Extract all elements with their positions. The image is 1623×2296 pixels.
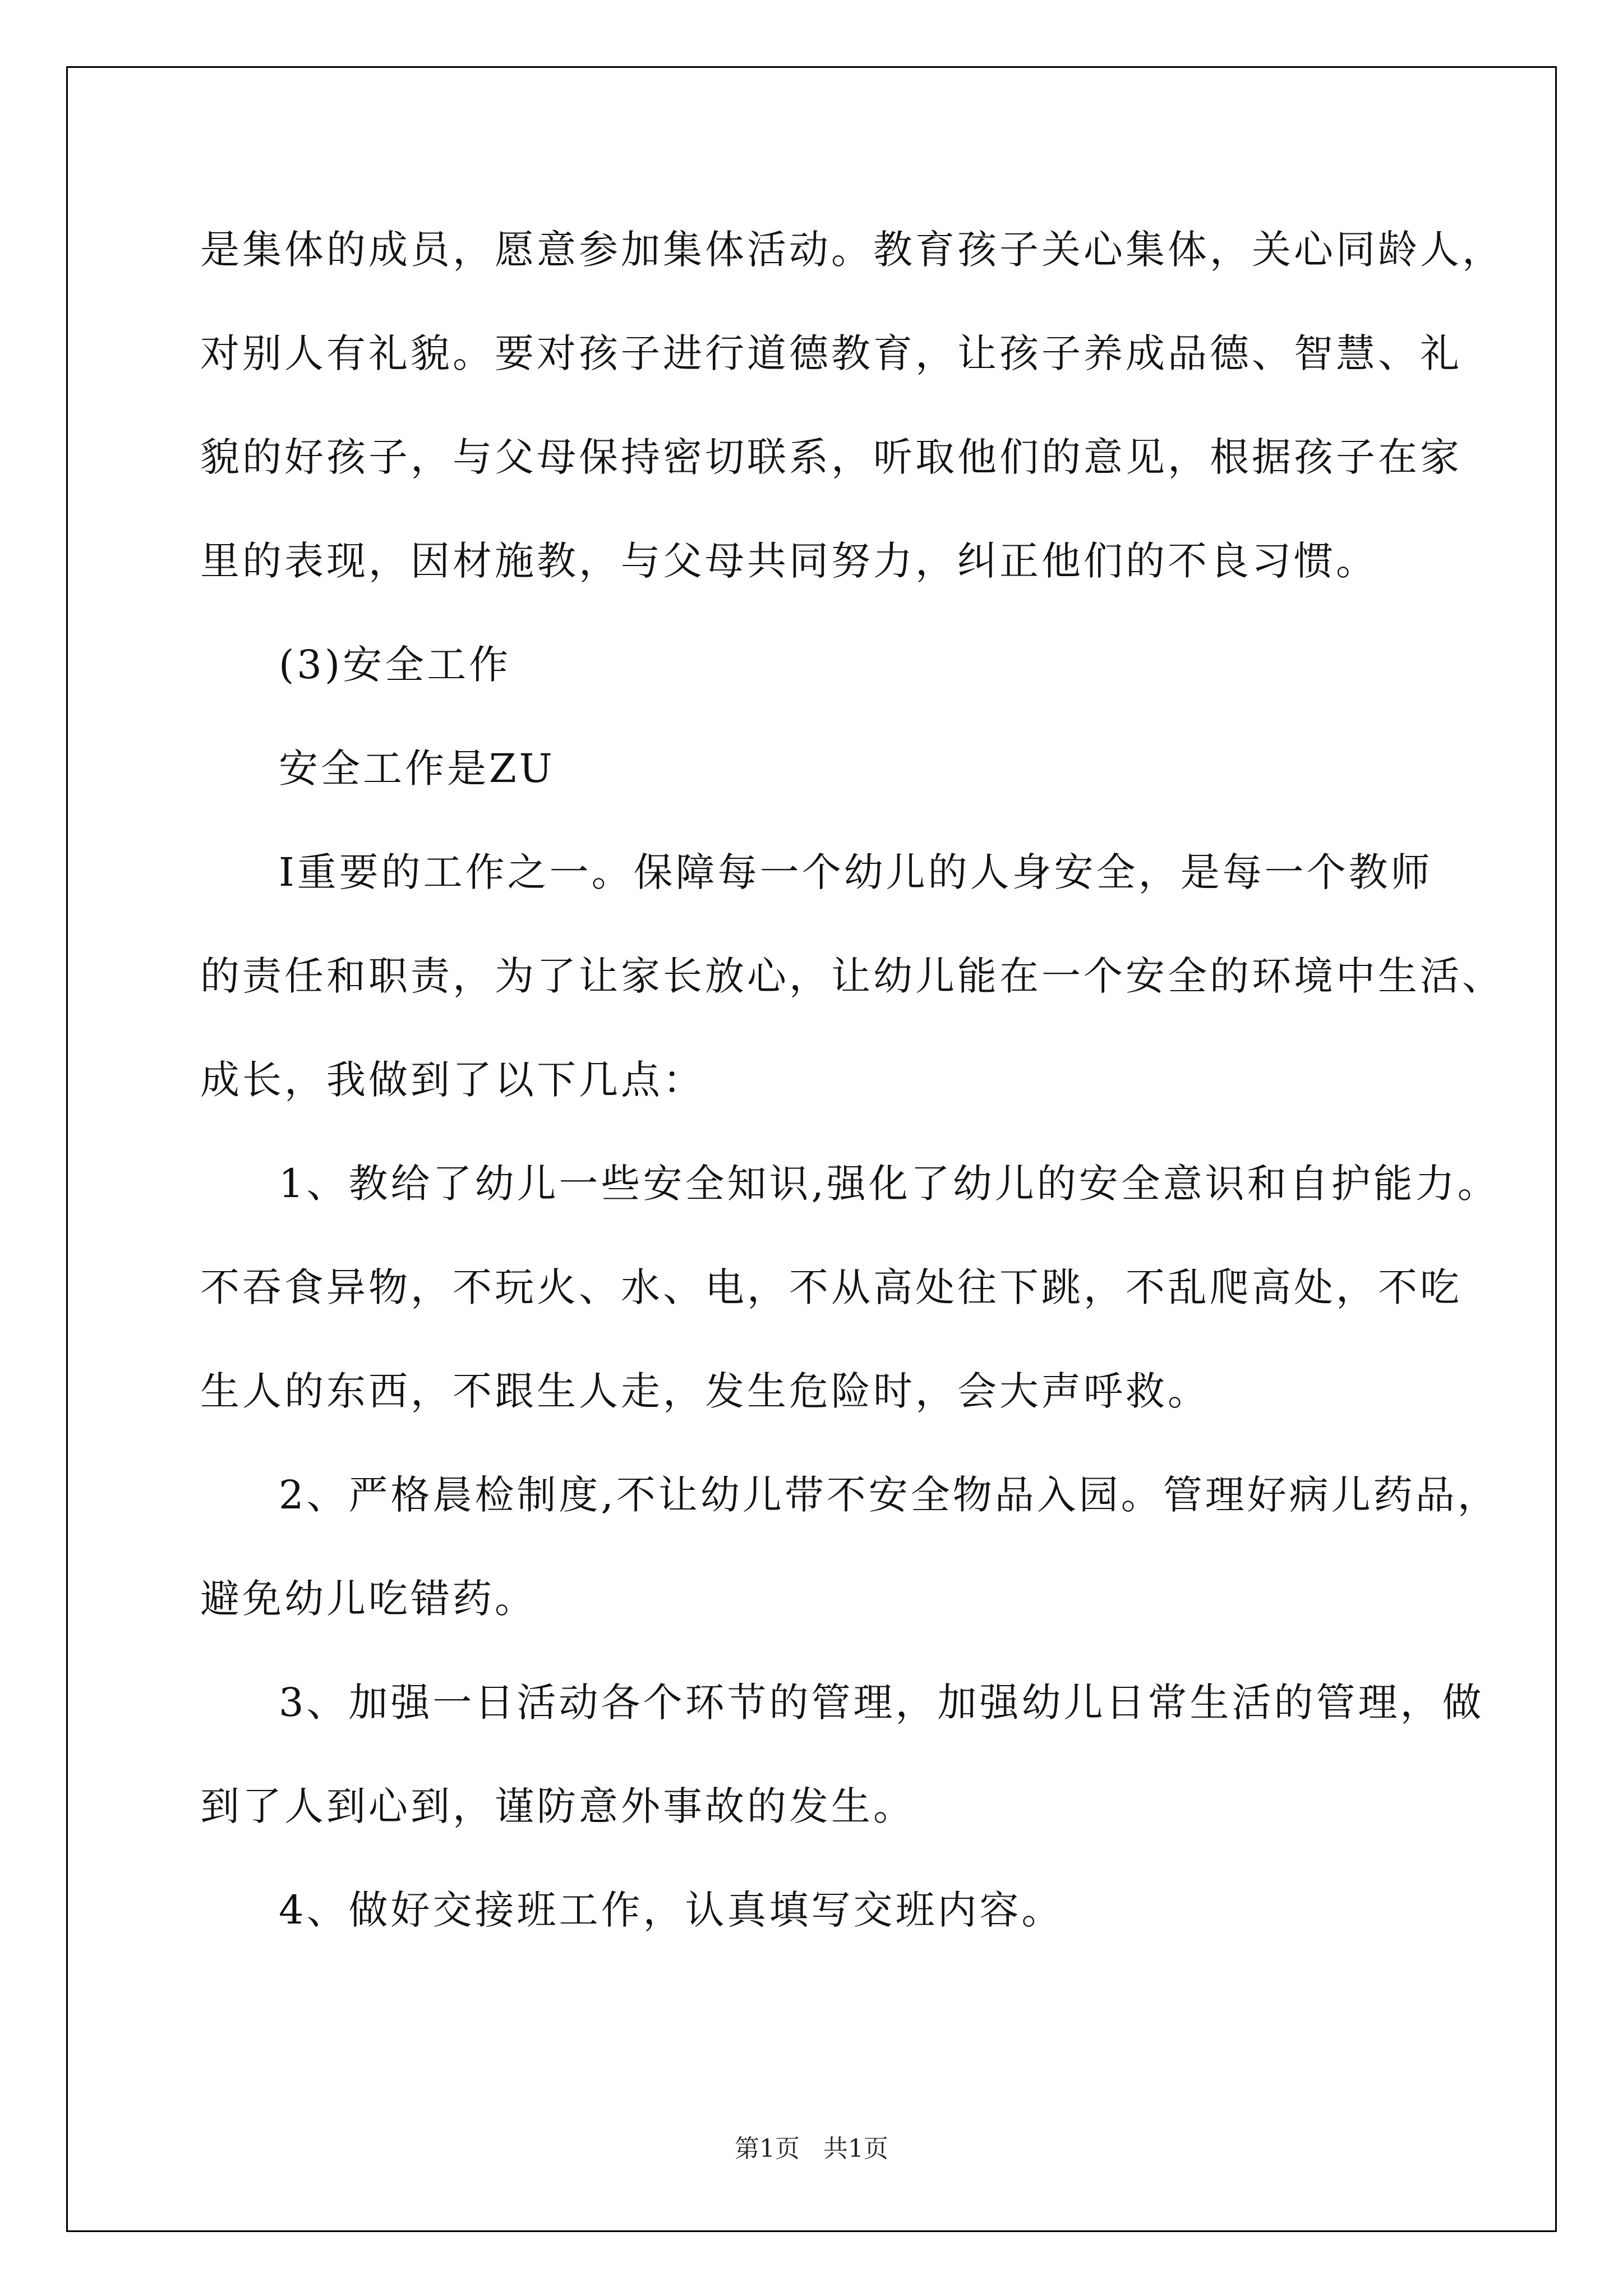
text-line: 生人的东西，不跟生人走，发生危险时，会大声呼救。 <box>200 1368 1210 1414</box>
text-line: 里的表现，因材施教，与父母共同努力，纠正他们的不良习惯。 <box>200 538 1378 584</box>
text-line: 安全工作是ZU <box>279 746 555 792</box>
list-item: 3、加强一日活动各个环节的管理，加强幼儿日常生活的管理，做 <box>279 1680 1484 1726</box>
text-line: I重要的工作之一。保障每一个幼儿的人身安全，是每一个教师 <box>279 849 1433 895</box>
text-line: 对别人有礼貌。要对孩子进行道德教育，让孩子养成品德、智慧、礼 <box>200 330 1462 376</box>
list-item: 2、严格晨检制度,不让幼儿带不安全物品入园。管理好病儿药品， <box>279 1472 1500 1518</box>
text-line: 是集体的成员，愿意参加集体活动。教育孩子关心集体，关心同龄人， <box>200 227 1504 273</box>
text-line: 貌的好孩子，与父母保持密切联系，听取他们的意见，根据孩子在家 <box>200 434 1462 480</box>
text-line: 避免幼儿吃错药。 <box>200 1576 537 1622</box>
list-item: 4、做好交接班工作，认真填写交班内容。 <box>279 1887 1064 1933</box>
page-number-footer: 第1页 共1页 <box>735 2134 888 2163</box>
text-line: 到了人到心到，谨防意外事故的发生。 <box>200 1783 915 1829</box>
section-heading: (3)安全工作 <box>279 642 511 688</box>
text-line: 的责任和职责，为了让家长放心，让幼儿能在一个安全的环境中生活、 <box>200 953 1504 999</box>
text-line: 不吞食异物，不玩火、水、电，不从高处往下跳，不乱爬高处，不吃 <box>200 1264 1462 1310</box>
list-item: 1、教给了幼儿一些安全知识,强化了幼儿的安全意识和自护能力。 <box>279 1161 1500 1207</box>
text-line: 成长，我做到了以下几点： <box>200 1057 705 1103</box>
